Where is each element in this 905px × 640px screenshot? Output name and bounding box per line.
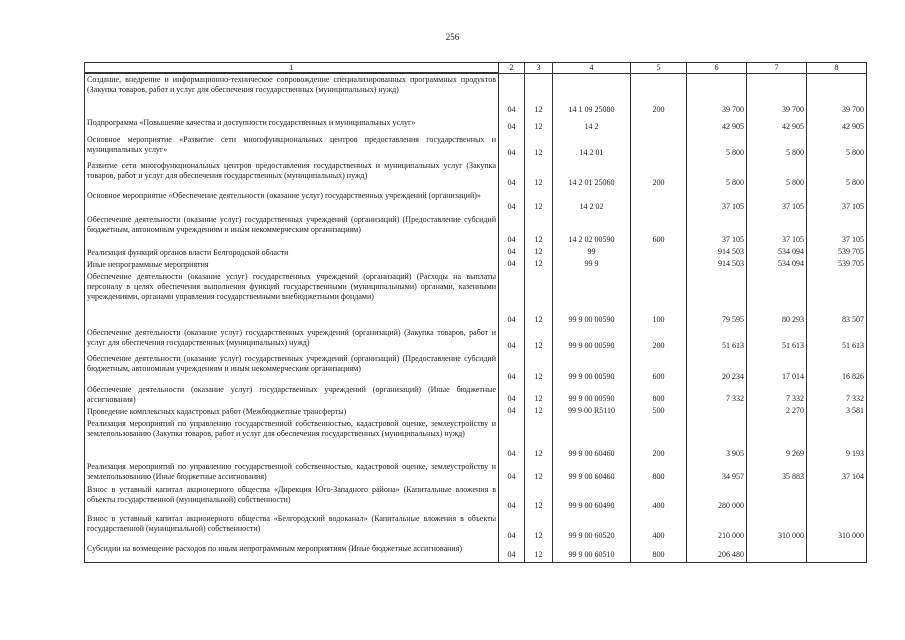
row-target-article: 99: [553, 247, 631, 259]
row-target-article: 14 2 01: [553, 134, 631, 160]
row-amount-year-2: 51 613: [747, 327, 807, 353]
row-amount-year-2: 5 800: [747, 134, 807, 160]
row-name: Реализация мероприятий по управлению государственной собственностью, кадастровой оценке, землеустройству и землепользованию (Иные бюджетные ассигнования): [85, 461, 499, 484]
row-expense-type: 400: [631, 513, 687, 543]
row-name: Обеспечение деятельности (оказание услуг) государственных учреждений (организаций) (Предоставление субсидий бюджетным, автономным учреждениям и иным некоммерческим организациям): [85, 214, 499, 247]
row-section: 04: [499, 134, 525, 160]
row-target-article: 14 2 02: [553, 190, 631, 214]
row-subsection: 12: [525, 117, 553, 134]
row-amount-year-3: 51 613: [807, 327, 867, 353]
row-subsection: 12: [525, 73, 553, 117]
table-row: [85, 461, 867, 484]
row-amount-year-2: 5 800: [747, 160, 807, 190]
row-amount-year-1: 914 503: [687, 247, 747, 259]
row-amount-year-3: 539 705: [807, 247, 867, 259]
row-expense-type: [631, 117, 687, 134]
row-section: 04: [499, 73, 525, 117]
row-section: 04: [499, 327, 525, 353]
table-row: [85, 214, 867, 247]
row-subsection: 12: [525, 190, 553, 214]
row-expense-type: 200: [631, 327, 687, 353]
row-target-article: 99 9 00 00590: [553, 384, 631, 406]
row-section: 04: [499, 190, 525, 214]
row-amount-year-2: 37 105: [747, 190, 807, 214]
row-amount-year-1: 79 595: [687, 271, 747, 327]
row-target-article: 99 9 00 R5110: [553, 406, 631, 418]
row-subsection: 12: [525, 247, 553, 259]
row-target-article: 14 2 02 00590: [553, 214, 631, 247]
row-expense-type: 100: [631, 271, 687, 327]
row-subsection: 12: [525, 214, 553, 247]
row-expense-type: 400: [631, 484, 687, 513]
row-subsection: 12: [525, 513, 553, 543]
budget-table: [84, 62, 867, 563]
table-row: [85, 271, 867, 327]
row-amount-year-1: 20 234: [687, 353, 747, 384]
row-subsection: 12: [525, 271, 553, 327]
row-expense-type: 600: [631, 353, 687, 384]
table-row: [85, 418, 867, 461]
row-amount-year-3: 5 800: [807, 160, 867, 190]
row-expense-type: 200: [631, 73, 687, 117]
row-section: 04: [499, 117, 525, 134]
header-col-5: 5: [631, 63, 687, 74]
header-col-3: 3: [525, 63, 553, 74]
row-amount-year-3: [807, 484, 867, 513]
row-amount-year-2: 35 883: [747, 461, 807, 484]
row-name: Взнос в уставный капитал акционерного общества «Дирекция Юго-Западного района» (Капитальные вложения в объекты государственной (муниципальной) собственности): [85, 484, 499, 513]
row-amount-year-1: 3 905: [687, 418, 747, 461]
row-amount-year-3: 16 826: [807, 353, 867, 384]
header-row: [85, 63, 867, 74]
row-subsection: 12: [525, 461, 553, 484]
table-row: [85, 73, 867, 117]
row-expense-type: [631, 259, 687, 271]
row-amount-year-1: 37 105: [687, 214, 747, 247]
row-target-article: 99 9 00 60460: [553, 418, 631, 461]
row-amount-year-1: [687, 406, 747, 418]
row-name: Обеспечение деятельности (оказание услуг) государственных учреждений (организаций) (Предоставление субсидий бюджетным, автономным учреждениям и иным некоммерческим организациям): [85, 353, 499, 384]
row-subsection: 12: [525, 384, 553, 406]
table-row: [85, 190, 867, 214]
row-section: 04: [499, 484, 525, 513]
row-section: 04: [499, 160, 525, 190]
row-name: Субсидии на возмещение расходов по иным непрограммным мероприятиям (Иные бюджетные ассигнования): [85, 543, 499, 562]
row-amount-year-1: 210 000: [687, 513, 747, 543]
row-amount-year-1: 280 000: [687, 484, 747, 513]
row-amount-year-2: 17 014: [747, 353, 807, 384]
page-number: 256: [445, 32, 460, 42]
row-expense-type: 600: [631, 214, 687, 247]
table-row: [85, 484, 867, 513]
row-target-article: 99 9 00 00590: [553, 327, 631, 353]
row-target-article: 99 9 00 00590: [553, 271, 631, 327]
row-name: Подпрограмма «Повышение качества и доступности государственных и муниципальных услуг»: [85, 117, 499, 134]
row-amount-year-3: 37 105: [807, 214, 867, 247]
row-amount-year-3: 37 104: [807, 461, 867, 484]
row-amount-year-3: 42 905: [807, 117, 867, 134]
row-amount-year-2: [747, 543, 807, 562]
table-row: [85, 259, 867, 271]
row-subsection: 12: [525, 327, 553, 353]
row-amount-year-3: [807, 543, 867, 562]
row-expense-type: [631, 247, 687, 259]
row-section: 04: [499, 543, 525, 562]
row-name: Основное мероприятие «Развитие сети многофункциональных центров предоставления государственных и муниципальных услуг»: [85, 134, 499, 160]
row-subsection: 12: [525, 543, 553, 562]
row-amount-year-1: 5 800: [687, 160, 747, 190]
row-section: 04: [499, 461, 525, 484]
row-amount-year-3: 539 705: [807, 259, 867, 271]
row-section: 04: [499, 406, 525, 418]
row-amount-year-3: 310 000: [807, 513, 867, 543]
row-amount-year-1: 37 105: [687, 190, 747, 214]
header-col-6: 6: [687, 63, 747, 74]
row-expense-type: 800: [631, 461, 687, 484]
row-amount-year-2: 7 332: [747, 384, 807, 406]
row-subsection: 12: [525, 160, 553, 190]
row-target-article: 99 9: [553, 259, 631, 271]
row-amount-year-1: 39 700: [687, 73, 747, 117]
row-target-article: 99 9 00 60520: [553, 513, 631, 543]
header-col-1: 1: [85, 63, 499, 74]
row-expense-type: [631, 134, 687, 160]
header-col-8: 8: [807, 63, 867, 74]
row-amount-year-2: 2 270: [747, 406, 807, 418]
row-section: 04: [499, 247, 525, 259]
row-amount-year-2: 42 905: [747, 117, 807, 134]
row-amount-year-2: 9 269: [747, 418, 807, 461]
row-amount-year-1: 206 480: [687, 543, 747, 562]
row-name: Реализация функций органов власти Белгородской области: [85, 247, 499, 259]
row-subsection: 12: [525, 484, 553, 513]
row-amount-year-3: 7 332: [807, 384, 867, 406]
row-amount-year-3: 3 581: [807, 406, 867, 418]
row-amount-year-2: 39 700: [747, 73, 807, 117]
row-name: Основное мероприятие «Обеспечение деятельности (оказание услуг) государственных учреждений (организаций)»: [85, 190, 499, 214]
row-expense-type: 800: [631, 384, 687, 406]
table-row: [85, 353, 867, 384]
row-amount-year-1: 7 332: [687, 384, 747, 406]
row-amount-year-2: 37 105: [747, 214, 807, 247]
header-col-7: 7: [747, 63, 807, 74]
row-amount-year-1: 5 800: [687, 134, 747, 160]
row-subsection: 12: [525, 134, 553, 160]
row-amount-year-2: 80 293: [747, 271, 807, 327]
row-name: Реализация мероприятий по управлению государственной собственностью, кадастровой оценке, землеустройству и землепользованию (Закупка товаров, работ и услуг для обеспечения государственных (муниципальных) нужд): [85, 418, 499, 461]
row-amount-year-1: 42 905: [687, 117, 747, 134]
row-name: Иные непрограммные мероприятия: [85, 259, 499, 271]
table-row: [85, 543, 867, 562]
row-name: Развитие сети многофункциональных центров предоставления государственных и муниципальных услуг (Закупка товаров, работ и услуг для обеспечения государственных (муниципальных) нужд): [85, 160, 499, 190]
row-section: 04: [499, 214, 525, 247]
row-subsection: 12: [525, 353, 553, 384]
row-amount-year-2: 534 094: [747, 259, 807, 271]
row-amount-year-3: 5 800: [807, 134, 867, 160]
row-section: 04: [499, 259, 525, 271]
row-expense-type: [631, 190, 687, 214]
row-amount-year-3: 9 193: [807, 418, 867, 461]
table-row: [85, 117, 867, 134]
table-row: [85, 513, 867, 543]
row-target-article: 99 9 00 60490: [553, 484, 631, 513]
row-amount-year-1: 34 957: [687, 461, 747, 484]
row-target-article: 99 9 00 60460: [553, 461, 631, 484]
row-section: 04: [499, 418, 525, 461]
row-amount-year-3: 37 105: [807, 190, 867, 214]
row-target-article: 14 2 01 25060: [553, 160, 631, 190]
row-section: 04: [499, 513, 525, 543]
row-amount-year-1: 914 503: [687, 259, 747, 271]
row-subsection: 12: [525, 406, 553, 418]
row-amount-year-3: 83 507: [807, 271, 867, 327]
row-target-article: 99 9 00 60510: [553, 543, 631, 562]
row-amount-year-3: 39 700: [807, 73, 867, 117]
row-target-article: 14 2: [553, 117, 631, 134]
row-target-article: 14 1 09 25080: [553, 73, 631, 117]
row-expense-type: 800: [631, 543, 687, 562]
row-section: 04: [499, 353, 525, 384]
row-subsection: 12: [525, 418, 553, 461]
table-row: [85, 327, 867, 353]
row-subsection: 12: [525, 259, 553, 271]
table-row: [85, 134, 867, 160]
table-row: [85, 160, 867, 190]
row-expense-type: 200: [631, 418, 687, 461]
row-amount-year-2: 310 000: [747, 513, 807, 543]
row-name: Проведение комплексных кадастровых работ (Межбюджетные трансферты): [85, 406, 499, 418]
row-amount-year-2: 534 094: [747, 247, 807, 259]
table-row: [85, 406, 867, 418]
row-expense-type: 500: [631, 406, 687, 418]
row-name: Обеспечение деятельности (оказание услуг) государственных учреждений (организаций) (Расходы на выплаты персоналу в целях обеспечения выполнения функций государственными (муниципальными) органами, казенными учреждениями, органами управления государственными внебюджетными фондами): [85, 271, 499, 327]
row-target-article: 99 9 00 00590: [553, 353, 631, 384]
row-amount-year-2: [747, 484, 807, 513]
table-row: [85, 384, 867, 406]
header-col-2: 2: [499, 63, 525, 74]
row-name: Обеспечение деятельности (оказание услуг) государственных учреждений (организаций) (Закупка товаров, работ и услуг для обеспечения государственных (муниципальных) нужд): [85, 327, 499, 353]
row-expense-type: 200: [631, 160, 687, 190]
row-name: Создание, внедрение и информационно-техническое сопровождение специализированных программных продуктов (Закупка товаров, работ и услуг для обеспечения государственных (муниципальных) нужд): [85, 73, 499, 117]
row-section: 04: [499, 384, 525, 406]
row-name: Обеспечение деятельности (оказание услуг) государственных учреждений (организаций) (Иные бюджетные ассигнования): [85, 384, 499, 406]
table-row: [85, 247, 867, 259]
table-body: [85, 73, 867, 562]
row-amount-year-1: 51 613: [687, 327, 747, 353]
header-col-4: 4: [553, 63, 631, 74]
row-section: 04: [499, 271, 525, 327]
row-name: Взнос в уставный капитал акционерного общества «Белгородский водоканал» (Капитальные вложения в объекты государственной (муниципальной) собственности): [85, 513, 499, 543]
